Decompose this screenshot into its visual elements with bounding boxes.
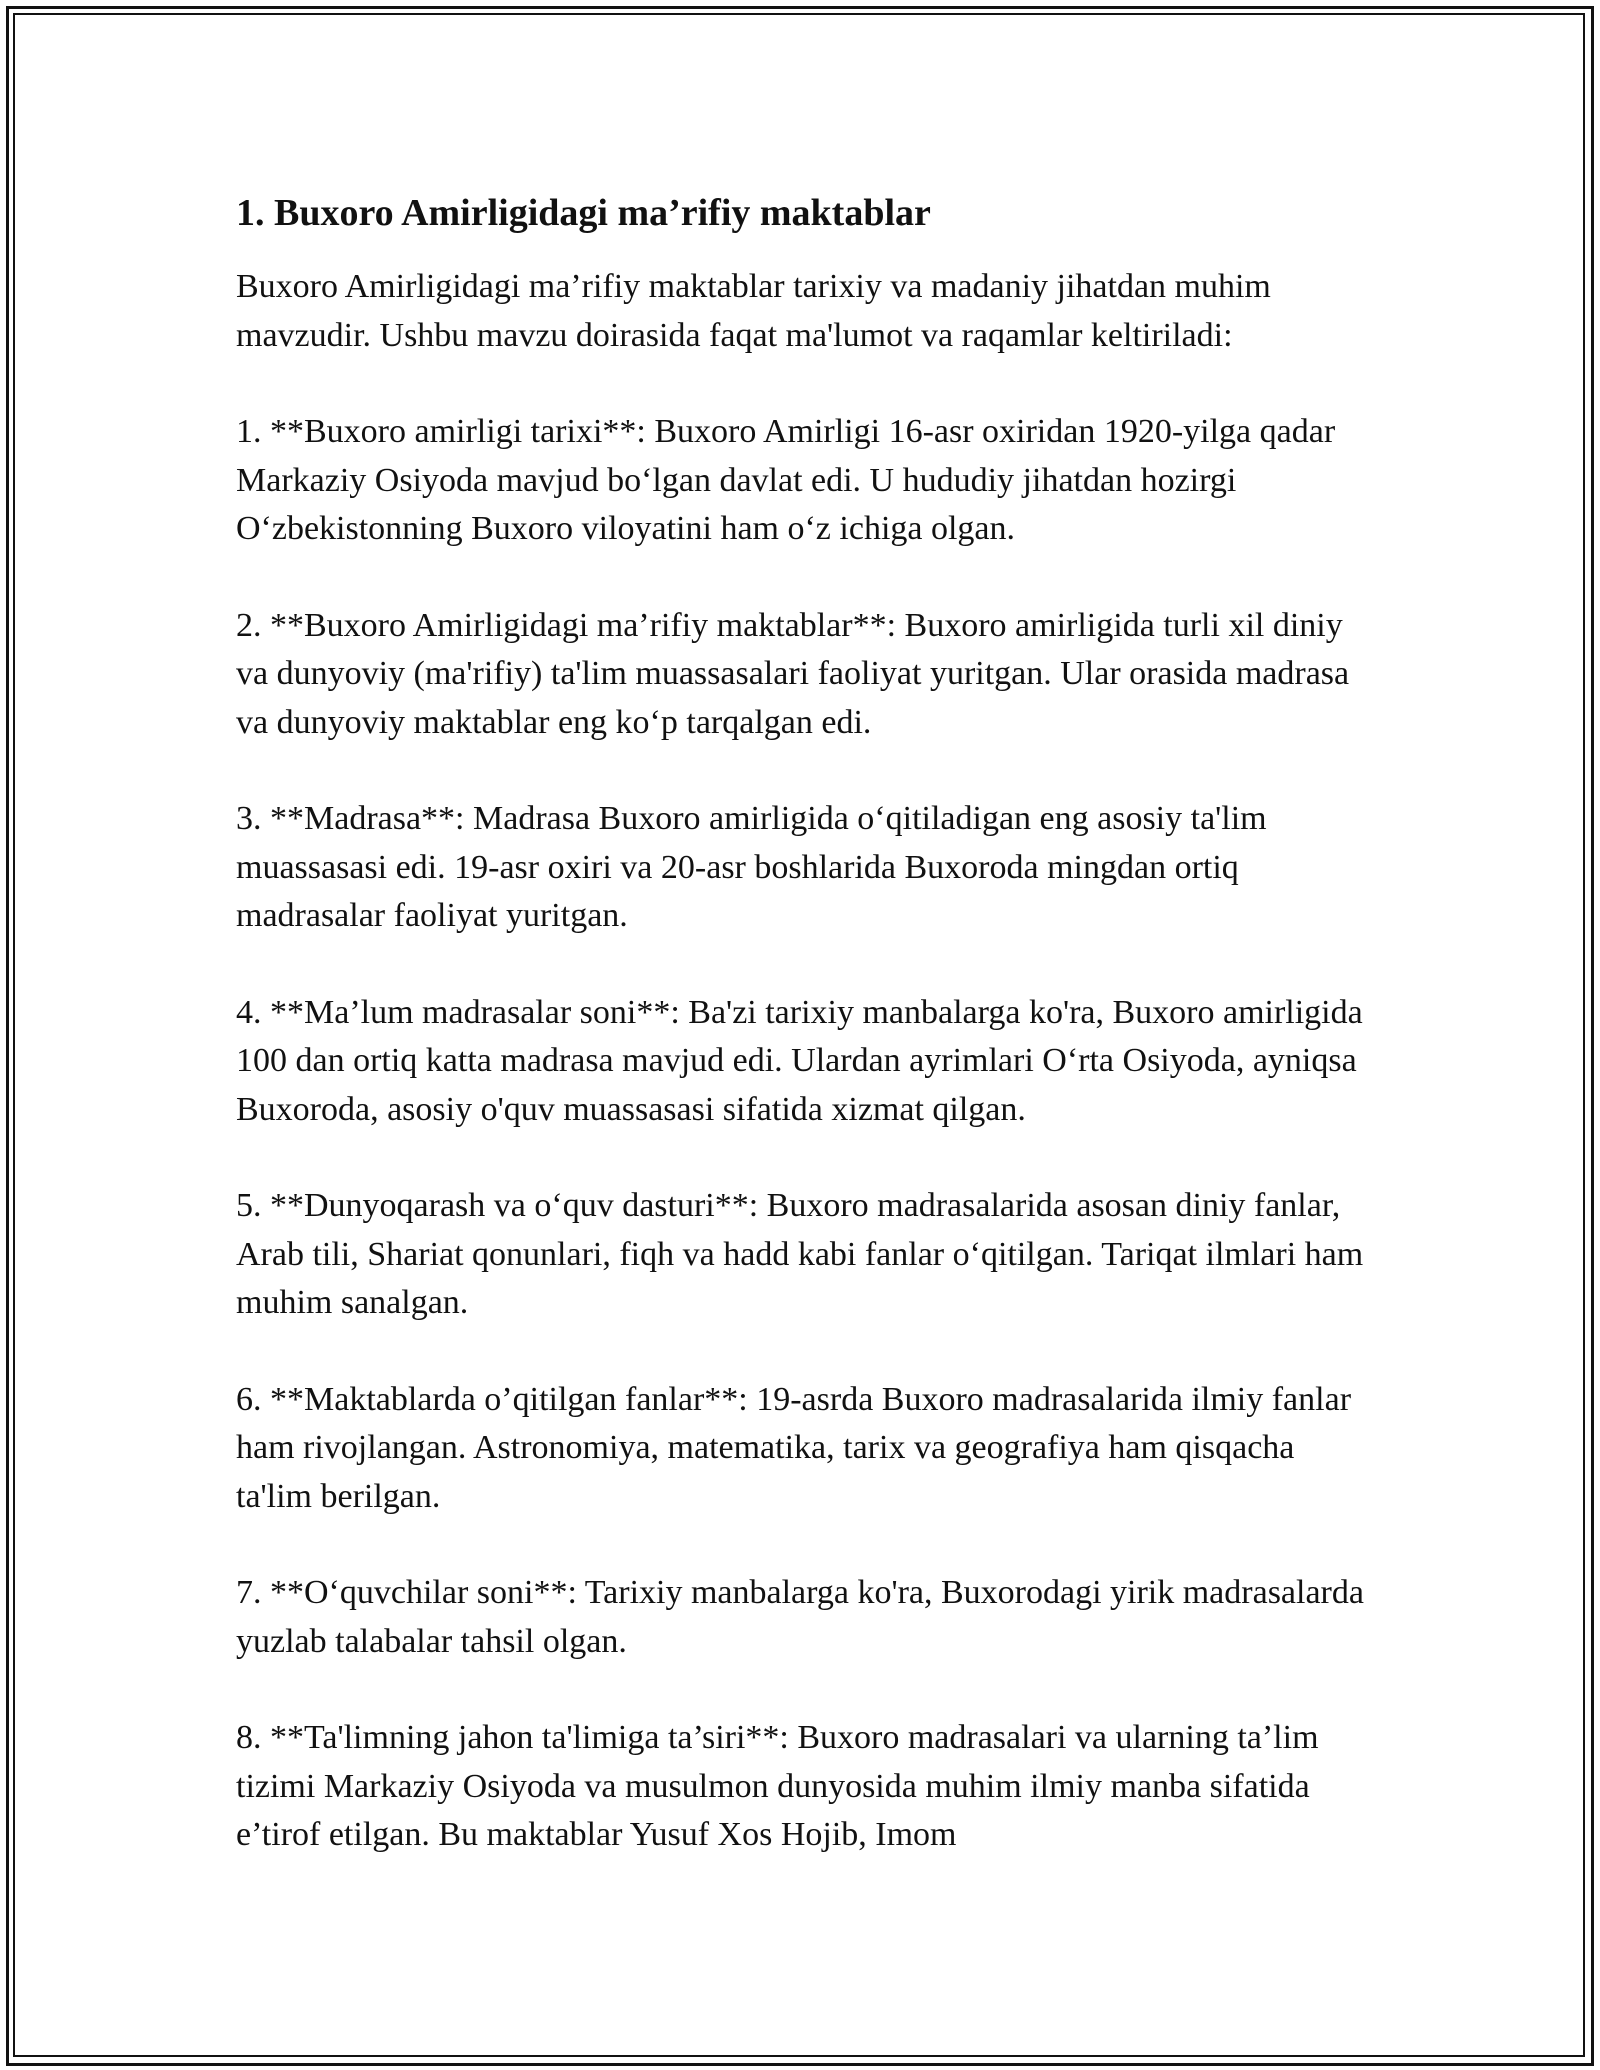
- list-item: 8. **Ta'limning jahon ta'limiga ta’siri**: Buxoro madrasalari va ularning ta’lim tizimi Markaziy Osiyoda va musulmon dunyosida muhim ilmiy manba sifatida e’tirof etilgan. Bu maktablar Yusuf Xos Hojib, Imom: [236, 1719, 1319, 1853]
- list-item: 7. **O‘quvchilar soni**: Tarixiy manbalarga ko'ra, Buxorodagi yirik madrasalarda yuzlab talabalar tahsil olgan.: [236, 1574, 1364, 1660]
- document-body: [236, 185, 1366, 1908]
- list-item: 3. **Madrasa**: Madrasa Buxoro amirligida o‘qitiladigan eng asosiy ta'lim muassasasi edi. 19-asr oxiri va 20-asr boshlarida Buxoroda mingdan ortiq madrasalar faoliyat yuritgan.: [236, 800, 1267, 934]
- list-item: 6. **Maktablarda o’qitilgan fanlar**: 19-asrda Buxoro madrasalarida ilmiy fanlar ham rivojlangan. Astronomiya, matematika, tarix va geografiya ham qisqacha ta'lim berilgan.: [236, 1380, 1352, 1515]
- list-item: 5. **Dunyoqarash va o‘quv dasturi**: Buxoro madrasalarida asosan diniy fanlar, Arab tili, Shariat qonunlari, fiqh va hadd kabi fanlar o‘qitilgan. Tariqat ilmlari ham muhim sanalgan.: [236, 1187, 1364, 1321]
- list-item: 2. **Buxoro Amirligidagi ma’rifiy maktablar**: Buxoro amirligida turli xil diniy va dunyoviy (ma'rifiy) ta'lim muassasalari faoliyat yuritgan. Ular orasida madrasa va dunyoviy maktablar eng ko‘p tarqalgan edi.: [236, 606, 1350, 741]
- intro-paragraph: Buxoro Amirligidagi ma’rifiy maktablar tarixiy va madaniy jihatdan muhim mavzudir. Ushbu mavzu doirasida faqat ma'lumot va raqamlar keltiriladi:: [236, 268, 1271, 354]
- page-title: 1. Buxoro Amirligidagi ma’rifiy maktablar: [236, 192, 931, 234]
- list-item: 1. **Buxoro amirligi tarixi**: Buxoro Amirligi 16-asr oxiridan 1920-yilga qadar Markaziy Osiyoda mavjud bo‘lgan davlat edi. U hududiy jihatdan hozirgi O‘zbekistonning Buxoro viloyatini ham o‘z ichiga olgan.: [236, 413, 1336, 547]
- list-item: 4. **Ma’lum madrasalar soni**: Ba'zi tarixiy manbalarga ko'ra, Buxoro amirligida 100 dan ortiq katta madrasa mavjud edi. Ulardan ayrimlari O‘rta Osiyoda, ayniqsa Buxoroda, asosiy o'quv muassasasi sifatida xizmat qilgan.: [236, 993, 1363, 1128]
